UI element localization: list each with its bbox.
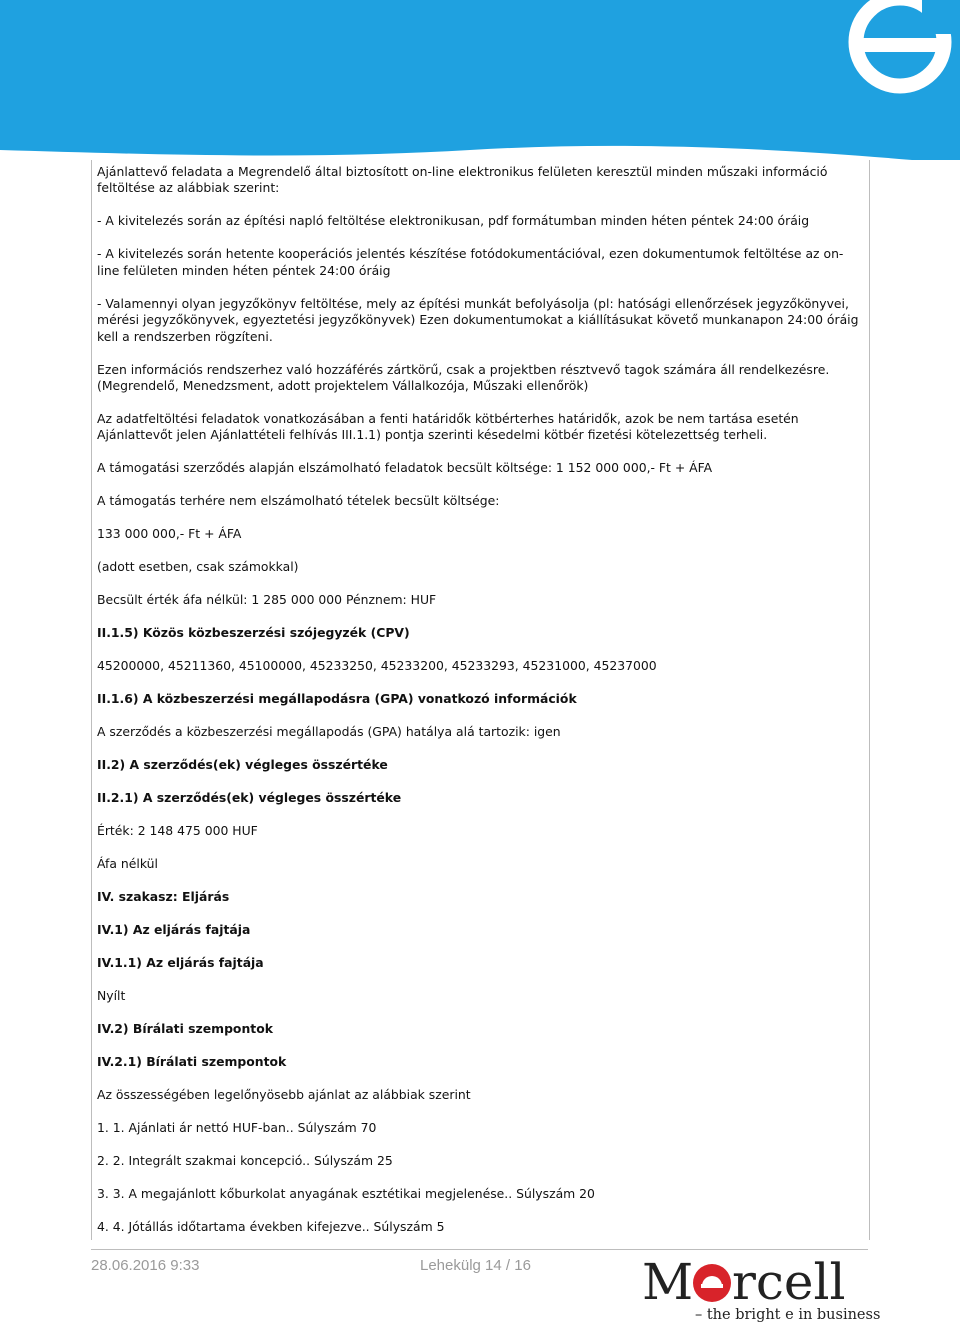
- paragraph: IV.1) Az eljárás fajtája: [97, 922, 251, 938]
- paragraph: - Valamennyi olyan jegyzőkönyv feltöltése, mely az építési munkát befolyásolja (pl: hatósági ellenőrzések jegyzőkönyvei, mérési jegyzőkönyvek, egyeztetési jegyzőkönyvek) Ezen dokumentumokat a kiállításukat követő munkanapon 24:00 óráig kell a rendszerben rögzíteni.: [97, 295, 859, 344]
- paragraph: II.1.6) A közbeszerzési megállapodásra (GPA) vonatkozó információk: [97, 691, 577, 707]
- logo-tagline: – the bright e in business: [695, 1307, 881, 1323]
- paragraph: IV. szakasz: Eljárás: [97, 889, 230, 905]
- paragraph: A támogatási szerződés alapján elszámolható feladatok becsült költsége: 1 152 000 000,- Ft + ÁFA: [97, 460, 713, 476]
- paragraph: - A kivitelezés során az építési napló feltöltése elektronikusan, pdf formátumban minden héten péntek 24:00 óráig: [97, 213, 810, 229]
- header-wave: [0, 0, 960, 160]
- footer-page-number: Lehekülg 14 / 16: [420, 1257, 531, 1274]
- paragraph: Áfa nélkül: [97, 856, 158, 872]
- paragraph: Az adatfeltöltési feladatok vonatkozásában a fenti határidők kötbérterhes határidők, azok be nem tartása esetén Ajánlattevőt jelen Ajánlattételi felhívás III.1.1) pontja szerinti késedelmi kötbér fizetési kötelezettség terheli.: [97, 411, 799, 443]
- document-body: [97, 164, 861, 1252]
- paragraph: IV.2) Bírálati szempontok: [97, 1021, 273, 1037]
- logo-letter-m: M: [642, 1253, 694, 1311]
- paragraph: Ajánlattevő feladata a Megrendelő által biztosított on-line elektronikus felületen keresztül minden műszaki információ feltöltése az alábbiak szerint:: [97, 164, 828, 196]
- paragraph: II.1.5) Közös közbeszerzési szójegyzék (CPV): [97, 625, 410, 641]
- paragraph: 4. 4. Jótállás időtartama években kifejezve.. Súlyszám 5: [97, 1219, 445, 1235]
- paragraph: II.2.1) A szerződés(ek) végleges összértéke: [97, 790, 402, 806]
- paragraph: (adott esetben, csak számokkal): [97, 559, 299, 575]
- paragraph: Nyílt: [97, 988, 126, 1004]
- paragraph: - A kivitelezés során hetente kooperációs jelentés készítése fotódokumentációval, ezen dokumentumok feltöltése az on-line felületen minden héten péntek 24:00 óráig: [97, 246, 844, 278]
- paragraph: IV.2.1) Bírálati szempontok: [97, 1054, 287, 1070]
- paragraph: Ezen információs rendszerhez való hozzáférés zártkörű, csak a projektben résztvevő tagok számára áll rendelkezésre.: [97, 361, 830, 377]
- paragraph: IV.1.1) Az eljárás fajtája: [97, 955, 264, 971]
- footer-divider: [91, 1249, 868, 1250]
- paragraph: 133 000 000,- Ft + ÁFA: [97, 526, 242, 542]
- paragraph: Érték: 2 148 475 000 HUF: [97, 823, 258, 839]
- paragraph: A támogatás terhére nem elszámolható tételek becsült költsége:: [97, 493, 500, 509]
- paragraph: A szerződés a közbeszerzési megállapodás (GPA) hatálya alá tartozik: igen: [97, 724, 561, 740]
- paragraph: 2. 2. Integrált szakmai koncepció.. Súlyszám 25: [97, 1153, 393, 1169]
- paragraph: 3. 3. A megajánlott kőburkolat anyagának esztétikai megjelenése.. Súlyszám 20: [97, 1186, 595, 1202]
- paragraph: 45200000, 45211360, 45100000, 45233250, 45233200, 45233293, 45231000, 45237000: [97, 658, 657, 674]
- paragraph: II.2) A szerződés(ek) végleges összértéke: [97, 757, 388, 773]
- paragraph: Az összességében legelőnyösebb ajánlat az alábbiak szerint: [97, 1087, 471, 1103]
- logo-e-icon: [693, 1264, 731, 1302]
- paragraph: 1. 1. Ajánlati ár nettó HUF-ban.. Súlyszám 70: [97, 1120, 377, 1136]
- footer-date: 28.06.2016 9:33: [91, 1257, 200, 1274]
- logo-letters-rcell: rcell: [732, 1253, 846, 1311]
- paragraph: (Megrendelő, Menedzsment, adott projektelem Vállalkozója, Műszaki ellenőrök): [97, 378, 589, 394]
- paragraph: Becsült érték áfa nélkül: 1 285 000 000 Pénznem: HUF: [97, 592, 437, 608]
- header-wave-banner: [0, 0, 960, 160]
